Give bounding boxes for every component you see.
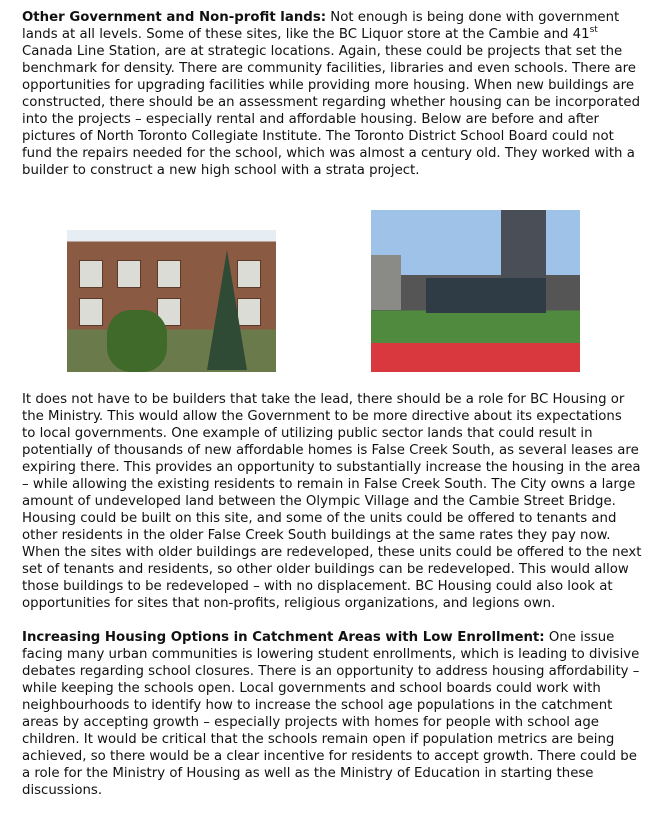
text-line: Housing could be built on this site, and some of the units could be offered to tenants and	[22, 511, 617, 526]
text-line: the Ministry. This would allow the Government to be more directive about its expectations	[22, 409, 622, 424]
text: Not enough is being done with government	[326, 10, 620, 25]
text-line: opportunities for sites that non-profits, religious organizations, and legions own.	[22, 596, 556, 611]
text-line: achieved, so there would be a clear incentive for residents to accept growth. There could be	[22, 749, 637, 764]
text-line: benchmark for density. There are community facilities, libraries and even schools. There are	[22, 61, 636, 76]
text-line: When the sites with older buildings are redeveloped, these units could be offered to the next	[22, 545, 642, 560]
text-line: Canada Line Station, are at strategic locations. Again, these could be projects that set the	[22, 44, 623, 59]
text-line: neighbourhoods to identify how to increase the school age populations in the catchment	[22, 698, 613, 713]
text-line: set of tenants and residents, so other older buildings can be redeveloped. This would allow	[22, 562, 629, 577]
text: One issue	[544, 630, 615, 645]
text-line: potentially of thousands of new affordable homes is False Creek South, as several leases are	[22, 443, 639, 458]
text-line: those buildings to be redeveloped – with no displacement. BC Housing could also look at	[22, 579, 613, 594]
text-line: constructed, there should be an assessment regarding whether housing can be incorporated	[22, 95, 641, 110]
paragraph-heading: Other Government and Non-profit lands:	[22, 10, 327, 25]
text-line: into the projects – especially rental and affordable housing. Below are before and after	[22, 112, 600, 127]
paragraph-heading: Increasing Housing Options in Catchment Areas with Low Enrollment:	[22, 630, 545, 645]
text-line	[22, 9, 642, 26]
text-line	[22, 26, 642, 43]
paragraph-other-government-lands	[22, 9, 642, 179]
photo-old-school-building	[67, 230, 276, 372]
paragraph-catchment-areas	[22, 629, 642, 799]
text-line: other residents in the older False Creek South buildings at the same rates they pay now.	[22, 528, 611, 543]
text-line: fund the repairs needed for the school, which was almost a century old. They worked with a	[22, 146, 635, 161]
text-line: pictures of North Toronto Collegiate Institute. The Toronto District School Board could not	[22, 129, 614, 144]
text-line: opportunities for upgrading facilities while providing more housing. When new buildings are	[22, 78, 635, 93]
photo-new-school-and-towers	[371, 210, 580, 372]
text-line: a role for the Ministry of Housing as well as the Ministry of Education in starting these	[22, 766, 594, 781]
text-line: areas by accepting growth – especially projects with homes for people with school age	[22, 715, 599, 730]
superscript: st	[589, 25, 598, 35]
text: lands at all levels. Some of these sites, like the BC Liquor store at the Cambie and 41	[22, 27, 590, 42]
text-line: children. It would be critical that the schools remain open if population metrics are being	[22, 732, 615, 747]
text-line: debates regarding school closures. There is an opportunity to address housing affordability –	[22, 664, 640, 679]
text-line: while keeping the schools open. Local governments and school boards could work with	[22, 681, 601, 696]
text-line: to local governments. One example of utilizing public sector lands that could result in	[22, 426, 593, 441]
text-line: amount of undeveloped land between the Olympic Village and the Cambie Street Bridge.	[22, 494, 616, 509]
text-line: It does not have to be builders that take the lead, there should be a role for BC Housing or	[22, 392, 625, 407]
text-line	[22, 629, 642, 646]
paragraph-bc-housing-role	[22, 391, 642, 612]
text-line: – while allowing the existing residents to remain in False Creek South. The City owns a large	[22, 477, 636, 492]
text-line: facing many urban communities is lowering student enrollments, which is leading to divisive	[22, 647, 640, 662]
text-line: expiring there. This provides an opportunity to substantially increase the housing in the area	[22, 460, 641, 475]
text-line: discussions.	[22, 783, 103, 798]
text-line: builder to construct a new high school with a strata project.	[22, 163, 420, 178]
